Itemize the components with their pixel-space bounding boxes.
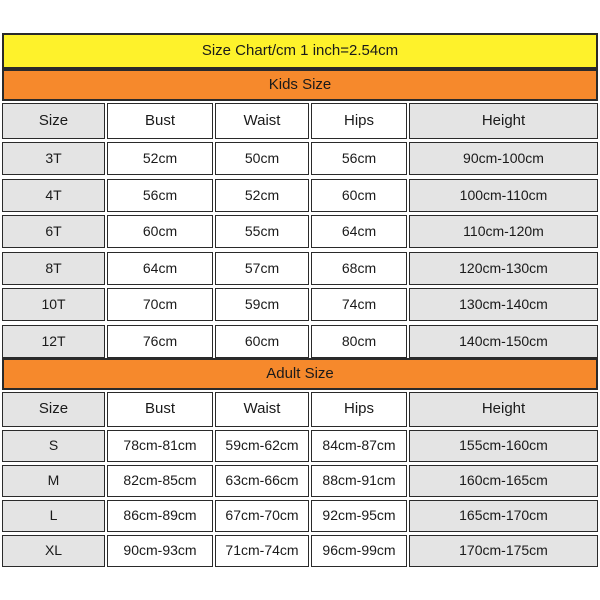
waist-cell: 71cm-74cm [215, 535, 309, 567]
waist-cell: 50cm [215, 142, 309, 175]
height-cell: 110cm-120m [409, 215, 598, 248]
bust-cell: 76cm [107, 325, 213, 358]
size-cell: 6T [2, 215, 105, 248]
table-row [2, 535, 598, 567]
waist-cell: Waist [215, 103, 309, 139]
size-cell: 8T [2, 252, 105, 285]
height-cell: 155cm-160cm [409, 430, 598, 462]
height-cell: 165cm-170cm [409, 500, 598, 532]
bust-cell: 60cm [107, 215, 213, 248]
height-cell: 160cm-165cm [409, 465, 598, 497]
table-row [2, 142, 598, 175]
bust-cell: 78cm-81cm [107, 430, 213, 462]
size-cell: XL [2, 535, 105, 567]
table-row [2, 252, 598, 285]
bust-cell: 64cm [107, 252, 213, 285]
waist-cell: 59cm-62cm [215, 430, 309, 462]
table-row [2, 465, 598, 497]
size-cell: 10T [2, 288, 105, 321]
waist-cell: 59cm [215, 288, 309, 321]
height-cell: 120cm-130cm [409, 252, 598, 285]
header-row [2, 392, 598, 427]
chart-title: Size Chart/cm 1 inch=2.54cm [2, 33, 598, 69]
bust-cell: 70cm [107, 288, 213, 321]
size-cell: S [2, 430, 105, 462]
size-cell: M [2, 465, 105, 497]
table-row [2, 325, 598, 358]
waist-cell: 63cm-66cm [215, 465, 309, 497]
hips-cell: 96cm-99cm [311, 535, 407, 567]
hips-cell: 92cm-95cm [311, 500, 407, 532]
table-row [2, 430, 598, 462]
table-row [2, 215, 598, 248]
height-cell: 90cm-100cm [409, 142, 598, 175]
bust-cell: 90cm-93cm [107, 535, 213, 567]
size-cell: Size [2, 103, 105, 139]
hips-cell: Hips [311, 392, 407, 427]
height-cell: 100cm-110cm [409, 179, 598, 212]
bust-cell: 82cm-85cm [107, 465, 213, 497]
hips-cell: 64cm [311, 215, 407, 248]
hips-cell: Hips [311, 103, 407, 139]
waist-cell: 60cm [215, 325, 309, 358]
table-row [2, 288, 598, 321]
height-cell: Height [409, 392, 598, 427]
bust-cell: 56cm [107, 179, 213, 212]
height-cell: Height [409, 103, 598, 139]
waist-cell: 52cm [215, 179, 309, 212]
height-cell: 130cm-140cm [409, 288, 598, 321]
hips-cell: 60cm [311, 179, 407, 212]
hips-cell: 56cm [311, 142, 407, 175]
header-row [2, 103, 598, 139]
hips-cell: 80cm [311, 325, 407, 358]
waist-cell: 55cm [215, 215, 309, 248]
size-cell: 12T [2, 325, 105, 358]
waist-cell: 67cm-70cm [215, 500, 309, 532]
kids-size-banner: Kids Size [2, 69, 598, 101]
hips-cell: 74cm [311, 288, 407, 321]
adult-size-banner: Adult Size [2, 358, 598, 390]
bust-cell: 86cm-89cm [107, 500, 213, 532]
size-cell: L [2, 500, 105, 532]
hips-cell: 84cm-87cm [311, 430, 407, 462]
height-cell: 140cm-150cm [409, 325, 598, 358]
size-cell: Size [2, 392, 105, 427]
bust-cell: Bust [107, 103, 213, 139]
size-cell: 4T [2, 179, 105, 212]
bust-cell: Bust [107, 392, 213, 427]
bust-cell: 52cm [107, 142, 213, 175]
waist-cell: 57cm [215, 252, 309, 285]
hips-cell: 88cm-91cm [311, 465, 407, 497]
table-row [2, 179, 598, 212]
table-row [2, 500, 598, 532]
size-cell: 3T [2, 142, 105, 175]
hips-cell: 68cm [311, 252, 407, 285]
waist-cell: Waist [215, 392, 309, 427]
height-cell: 170cm-175cm [409, 535, 598, 567]
